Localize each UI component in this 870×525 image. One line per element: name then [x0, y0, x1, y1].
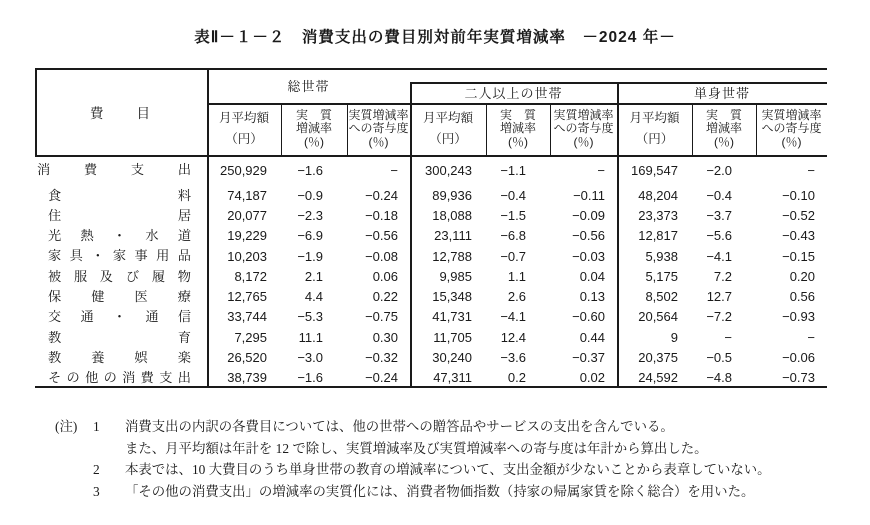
value-contribution-single: −0.06 [782, 350, 815, 366]
item-label: 食 料 [48, 187, 191, 203]
value-monthly-average-two-plus: 47,311 [433, 370, 472, 386]
value-monthly-average-single: 20,564 [638, 309, 678, 325]
item-label: 住 居 [48, 207, 191, 223]
item-label: 教 養 娯 楽 [48, 349, 191, 365]
note-text: 消費支出の内訳の各費目については、他の世帯への贈答品やサービスの支出を含んでいる。 [125, 419, 674, 434]
table-row [35, 155, 827, 185]
table-row [35, 368, 827, 388]
value-real-change-rate-two-plus: 0.2 [507, 370, 526, 386]
value-monthly-average-two-plus: 89,936 [432, 187, 472, 203]
subheader-line: 実 質 [705, 107, 742, 122]
table-row [35, 226, 827, 246]
value-contribution-single: − [807, 329, 815, 345]
value-contribution-two-plus: 0.02 [579, 370, 605, 386]
value-monthly-average-single: 5,175 [645, 268, 678, 284]
note-marker [55, 459, 93, 481]
value-real-change-rate-total: −0.9 [297, 187, 323, 203]
subheader-real-change-rate-two-plus [486, 103, 550, 155]
value-contribution-two-plus: − [597, 162, 605, 178]
note-text: 「その他の消費支出」の増減率の実質化には、消費者物価指数（持家の帰属家賃を除く総合）を用いた。 [125, 483, 755, 499]
subheader-line: 増減率 [705, 121, 742, 136]
value-real-change-rate-two-plus: −3.6 [500, 350, 526, 366]
subheader-real-change-rate-single [692, 103, 756, 155]
note-marker: (注) [55, 419, 78, 434]
value-monthly-average-total: 19,229 [227, 228, 267, 244]
value-contribution-single: −0.93 [782, 309, 815, 325]
value-contribution-total: −0.18 [365, 207, 398, 223]
item-cell [35, 347, 207, 367]
value-contribution-two-plus: 0.44 [579, 329, 605, 345]
value-real-change-rate-two-plus: −6.8 [500, 228, 526, 244]
subheader-line: (％) [508, 134, 528, 149]
value-real-change-rate-total: 2.1 [304, 268, 323, 284]
subheader-line: (％) [304, 134, 324, 149]
value-monthly-average-two-plus: 18,088 [432, 207, 472, 223]
item-cell [35, 155, 207, 185]
value-monthly-average-total: 12,765 [227, 289, 267, 305]
item-column-header-label: 費 目 [90, 105, 152, 121]
subheader-line: （円） [429, 132, 467, 146]
table-row [35, 266, 827, 286]
table-row [35, 347, 827, 367]
value-real-change-rate-single: −5.6 [706, 228, 732, 244]
value-monthly-average-total: 74,187 [227, 187, 267, 203]
group-header-two-or-more-person-households: 二人以上の世帯 [464, 86, 563, 101]
value-monthly-average-single: 48,204 [638, 187, 678, 203]
value-monthly-average-single: 23,373 [638, 207, 678, 223]
subheader-line: 実質増減率 [348, 107, 409, 122]
table-row [35, 286, 827, 306]
value-real-change-rate-single: −4.8 [706, 370, 732, 386]
note-marker [55, 438, 93, 460]
subheader-contribution-total [347, 103, 410, 155]
subheader-real-change-rate-total [281, 103, 347, 155]
subheader-line: 月平均額 [629, 110, 680, 125]
value-real-change-rate-single: −0.5 [706, 350, 732, 366]
value-contribution-single: −0.43 [782, 228, 815, 244]
note-line [55, 416, 835, 438]
note-number: 3 [93, 483, 100, 499]
value-contribution-two-plus: −0.03 [572, 248, 605, 264]
subheader-line: 増減率 [499, 121, 536, 136]
value-contribution-two-plus: −0.11 [573, 187, 605, 203]
value-monthly-average-two-plus: 12,788 [432, 248, 472, 264]
value-monthly-average-two-plus: 30,240 [432, 350, 472, 366]
note-line [55, 481, 835, 503]
note-line [55, 459, 835, 481]
subheader-line: 増減率 [295, 121, 332, 136]
subheader-line: （円） [635, 132, 674, 146]
subheader-line: への寄与度 [553, 121, 614, 136]
item-cell [35, 307, 207, 327]
value-real-change-rate-single: −2.0 [706, 162, 732, 178]
item-cell [35, 226, 207, 246]
value-contribution-single: −0.52 [782, 207, 815, 223]
value-contribution-total: −0.24 [365, 187, 398, 203]
value-monthly-average-two-plus: 15,348 [432, 289, 472, 305]
page-title: 表Ⅱ－１－２ 消費支出の費目別対前年実質増減率 －2024 年－ [194, 29, 676, 46]
value-contribution-total: −0.56 [365, 228, 398, 244]
value-monthly-average-single: 8,502 [645, 289, 678, 305]
value-contribution-two-plus: −0.37 [572, 350, 605, 366]
value-contribution-total: 0.30 [372, 329, 398, 345]
value-contribution-single: −0.10 [782, 187, 815, 203]
value-contribution-total: −0.08 [365, 248, 398, 264]
value-real-change-rate-single: 7.2 [713, 268, 732, 284]
value-monthly-average-two-plus: 11,705 [433, 329, 472, 345]
value-monthly-average-single: 169,547 [631, 162, 678, 178]
statistics-table [35, 68, 827, 388]
value-contribution-single: −0.15 [782, 248, 815, 264]
value-real-change-rate-two-plus: −0.7 [500, 248, 526, 264]
item-label: 交 通 ・ 通 信 [48, 309, 191, 325]
value-monthly-average-single: 20,375 [638, 350, 678, 366]
note-marker [55, 481, 93, 503]
subheader-line: (％) [714, 134, 734, 149]
value-real-change-rate-total: −1.6 [297, 370, 323, 386]
value-real-change-rate-two-plus: 1.1 [507, 268, 526, 284]
value-contribution-two-plus: −0.60 [572, 309, 605, 325]
item-cell [35, 327, 207, 347]
item-label: 消 費 支 出 [37, 162, 191, 178]
subheader-monthly-average-two-plus [410, 103, 486, 155]
note-number [93, 438, 125, 460]
subheader-line: (％) [368, 134, 389, 149]
subheader-line: 実 質 [499, 107, 536, 122]
value-real-change-rate-total: −6.9 [297, 228, 323, 244]
group-header-single-person-households: 単身世帯 [693, 86, 750, 101]
value-contribution-total: −0.32 [365, 350, 398, 366]
subheader-line: 月平均額 [422, 110, 473, 125]
value-contribution-single: −0.73 [782, 370, 815, 386]
value-monthly-average-single: 5,938 [645, 248, 678, 264]
value-real-change-rate-two-plus: −1.1 [500, 162, 526, 178]
value-real-change-rate-single: 12.7 [706, 289, 732, 305]
item-cell [35, 286, 207, 306]
item-column-header [35, 68, 207, 155]
subheader-line: 月平均額 [218, 110, 269, 125]
value-monthly-average-two-plus: 23,111 [434, 228, 472, 244]
value-monthly-average-single: 9 [670, 329, 678, 345]
notes [55, 416, 835, 502]
value-real-change-rate-total: 4.4 [304, 289, 323, 305]
value-real-change-rate-single: −3.7 [706, 207, 732, 223]
value-real-change-rate-total: −1.9 [297, 248, 323, 264]
value-real-change-rate-total: −2.3 [297, 207, 323, 223]
item-label: 教 育 [48, 329, 191, 345]
value-monthly-average-total: 10,203 [227, 248, 267, 264]
value-monthly-average-total: 250,929 [220, 162, 267, 178]
value-real-change-rate-two-plus: −0.4 [500, 187, 526, 203]
value-real-change-rate-two-plus: −1.5 [500, 207, 526, 223]
value-contribution-two-plus: −0.09 [572, 207, 605, 223]
table-body [35, 155, 827, 388]
table-row [35, 205, 827, 225]
value-contribution-total: 0.06 [372, 268, 398, 284]
group-header-total-households: 総世帯 [287, 79, 330, 94]
note-number: 2 [93, 462, 100, 477]
item-label: 家 具 ・ 家 事 用 品 [48, 248, 191, 264]
value-real-change-rate-single: − [724, 329, 732, 345]
note-text: また、月平均額は年計を 12 で除し、実質増減率及び実質増減率への寄与度は年計から算出した。 [125, 440, 708, 456]
item-cell [35, 205, 207, 225]
value-real-change-rate-two-plus: 12.4 [500, 329, 526, 345]
table-row [35, 246, 827, 266]
value-contribution-total: −0.24 [365, 370, 398, 386]
value-monthly-average-total: 26,520 [227, 350, 267, 366]
value-monthly-average-total: 20,077 [227, 207, 267, 223]
note-text: 本表では、10 大費目のうち単身世帯の教育の増減率について、支出金額が少ないことから表章していない。 [125, 462, 771, 477]
value-real-change-rate-single: −4.1 [706, 248, 732, 264]
item-label: 光 熱 ・ 水 道 [48, 228, 191, 244]
value-real-change-rate-total: −1.6 [297, 162, 323, 178]
value-real-change-rate-two-plus: −4.1 [500, 309, 526, 325]
subheader-monthly-average-single [617, 103, 692, 155]
table-row [35, 307, 827, 327]
item-label: 被 服 及 び 履 物 [48, 268, 191, 284]
value-real-change-rate-total: 11.1 [298, 329, 323, 345]
value-monthly-average-two-plus: 300,243 [425, 162, 472, 178]
subheader-line: への寄与度 [348, 121, 409, 136]
value-real-change-rate-single: −7.2 [706, 309, 732, 325]
value-contribution-two-plus: 0.04 [579, 268, 605, 284]
subheader-line: (％) [781, 134, 802, 149]
value-monthly-average-total: 33,744 [227, 309, 267, 325]
table-row [35, 327, 827, 347]
value-monthly-average-total: 8,172 [234, 268, 267, 284]
value-contribution-single: 0.20 [789, 268, 815, 284]
value-monthly-average-single: 12,817 [638, 228, 678, 244]
value-real-change-rate-total: −5.3 [297, 309, 323, 325]
value-contribution-single: 0.56 [789, 289, 815, 305]
value-contribution-two-plus: −0.56 [572, 228, 605, 244]
item-label: 保 健 医 療 [48, 289, 191, 305]
subheader-line: (％) [573, 134, 594, 149]
value-real-change-rate-single: −0.4 [706, 187, 732, 203]
value-monthly-average-two-plus: 9,985 [439, 268, 472, 284]
value-contribution-two-plus: 0.13 [579, 289, 605, 305]
value-monthly-average-total: 7,295 [234, 329, 267, 345]
value-contribution-total: −0.75 [365, 309, 398, 325]
subheader-contribution-single [756, 103, 827, 155]
subheader-line: 実質増減率 [553, 107, 614, 122]
item-cell [35, 185, 207, 205]
value-monthly-average-single: 24,592 [638, 370, 678, 386]
value-monthly-average-total: 38,739 [227, 370, 267, 386]
subheader-line: 実質増減率 [761, 107, 822, 122]
item-label: そ の 他 の 消 費 支 出 [48, 370, 191, 386]
subheader-contribution-two-plus [550, 103, 617, 155]
value-real-change-rate-total: −3.0 [297, 350, 323, 366]
subheader-line: （円） [225, 132, 263, 146]
value-contribution-total: − [390, 162, 398, 178]
table-row [35, 185, 827, 205]
value-monthly-average-two-plus: 41,731 [432, 309, 472, 325]
value-real-change-rate-two-plus: 2.6 [507, 289, 526, 305]
value-contribution-total: 0.22 [372, 289, 398, 305]
subheader-monthly-average-total [207, 103, 281, 155]
item-cell [35, 368, 207, 388]
subheader-line: への寄与度 [761, 121, 822, 136]
note-line [55, 438, 835, 460]
item-cell [35, 266, 207, 286]
value-contribution-single: − [807, 162, 815, 178]
note-number: 1 [93, 419, 100, 434]
item-cell [35, 246, 207, 266]
subheader-line: 実 質 [295, 107, 332, 122]
